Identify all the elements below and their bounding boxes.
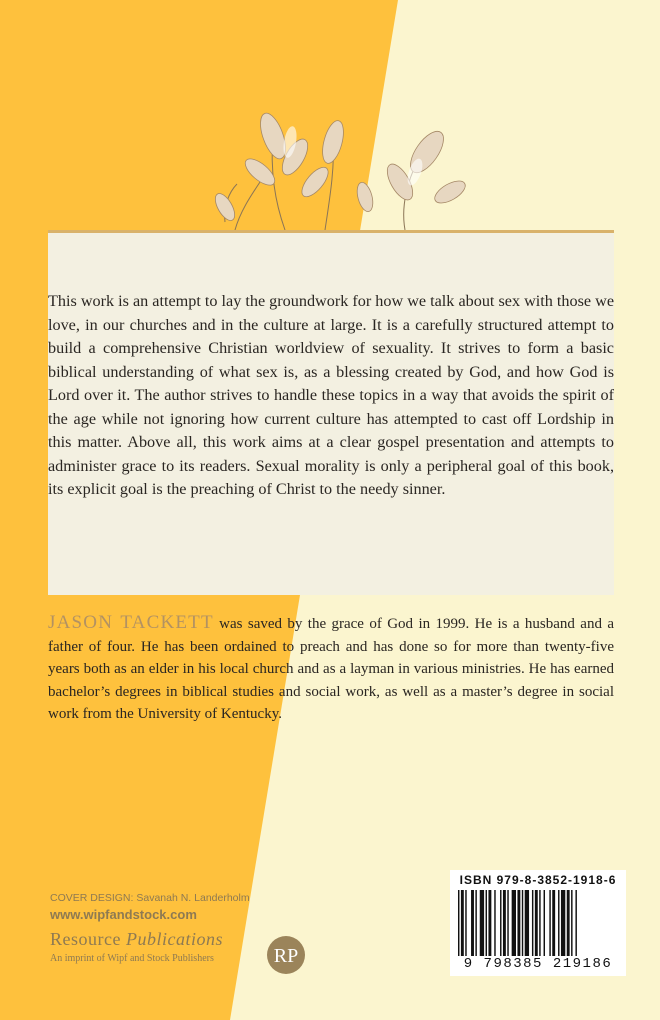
isbn-barcode xyxy=(450,870,626,976)
barcode-bar xyxy=(532,890,533,956)
barcode-bar xyxy=(571,890,572,956)
cover-design-credit: COVER DESIGN: Savanah N. Landerholm xyxy=(50,892,250,904)
barcode-bar xyxy=(486,890,487,956)
barcode-bars xyxy=(458,890,618,956)
barcode-bar xyxy=(522,890,523,956)
publisher-logo-letters: RP xyxy=(273,945,299,967)
barcode-bar xyxy=(488,890,491,956)
barcode-bar xyxy=(535,890,538,956)
publisher-name-part2: Publications xyxy=(125,929,223,949)
author-name: JASON TACKETT xyxy=(48,612,214,633)
barcode-bar xyxy=(575,890,576,956)
leaf-illustration xyxy=(165,112,515,232)
publisher-imprint: An imprint of Wipf and Stock Publishers xyxy=(50,953,214,964)
barcode-number: 9 798385 219186 xyxy=(463,956,613,972)
barcode-bar xyxy=(567,890,570,956)
barcode-bar xyxy=(494,890,495,956)
barcode-bar xyxy=(512,890,516,956)
publisher-website: www.wipfandstock.com xyxy=(50,907,197,922)
barcode-bar xyxy=(561,890,565,956)
barcode-bar xyxy=(517,890,520,956)
barcode-bar xyxy=(458,890,459,956)
publisher-name-part1: Resource xyxy=(50,929,126,949)
barcode-bar xyxy=(500,890,501,956)
barcode-bar xyxy=(471,890,474,956)
isbn-label: ISBN 979-8-3852-1918-6 xyxy=(459,873,617,887)
author-bio-text: was saved by the grace of God in 1999. He is a husband and a father of four. He has been ordained to preach and has done so for more than twenty-five years both as an elder in his local church and as a layman in various ministries. He has earned bachelor’s degrees in biblical studies and social work, as well as a master’s degree in social work from the University of Kentucky. xyxy=(48,616,614,722)
barcode-bar xyxy=(475,890,476,956)
book-description: This work is an attempt to lay the groundwork for how we talk about sex with those we love, in our churches and in the culture at large. It is a carefully structured attempt to build a comprehensive Christian worldview of sexuality. It strives to form a basic biblical understanding of what sex is, as a blessing created by God, and how God is Lord over it. The author strives to handle these topics in a way that avoids the spirit of the age while not ignoring how current culture has attempted to cast off Lordship in this matter. Above all, this work aims at a clear gospel presentation and attempts to administer grace to its readers. Sexual morality is only a peripheral goal of this book, its explicit goal is the preaching of Christ to the needy sinner. xyxy=(48,292,615,498)
author-bio xyxy=(48,612,614,726)
barcode-bar xyxy=(465,890,466,956)
barcode-bar xyxy=(552,890,555,956)
publisher-logo xyxy=(262,935,310,975)
barcode-bar xyxy=(544,890,545,956)
barcode-bar xyxy=(539,890,540,956)
barcode-bar xyxy=(507,890,508,956)
publisher-name xyxy=(50,929,223,950)
barcode-bar xyxy=(480,890,484,956)
barcode-bar xyxy=(503,890,506,956)
barcode-bar xyxy=(525,890,529,956)
barcode-bar xyxy=(558,890,559,956)
barcode-bar xyxy=(461,890,464,956)
barcode-bar xyxy=(549,890,550,956)
